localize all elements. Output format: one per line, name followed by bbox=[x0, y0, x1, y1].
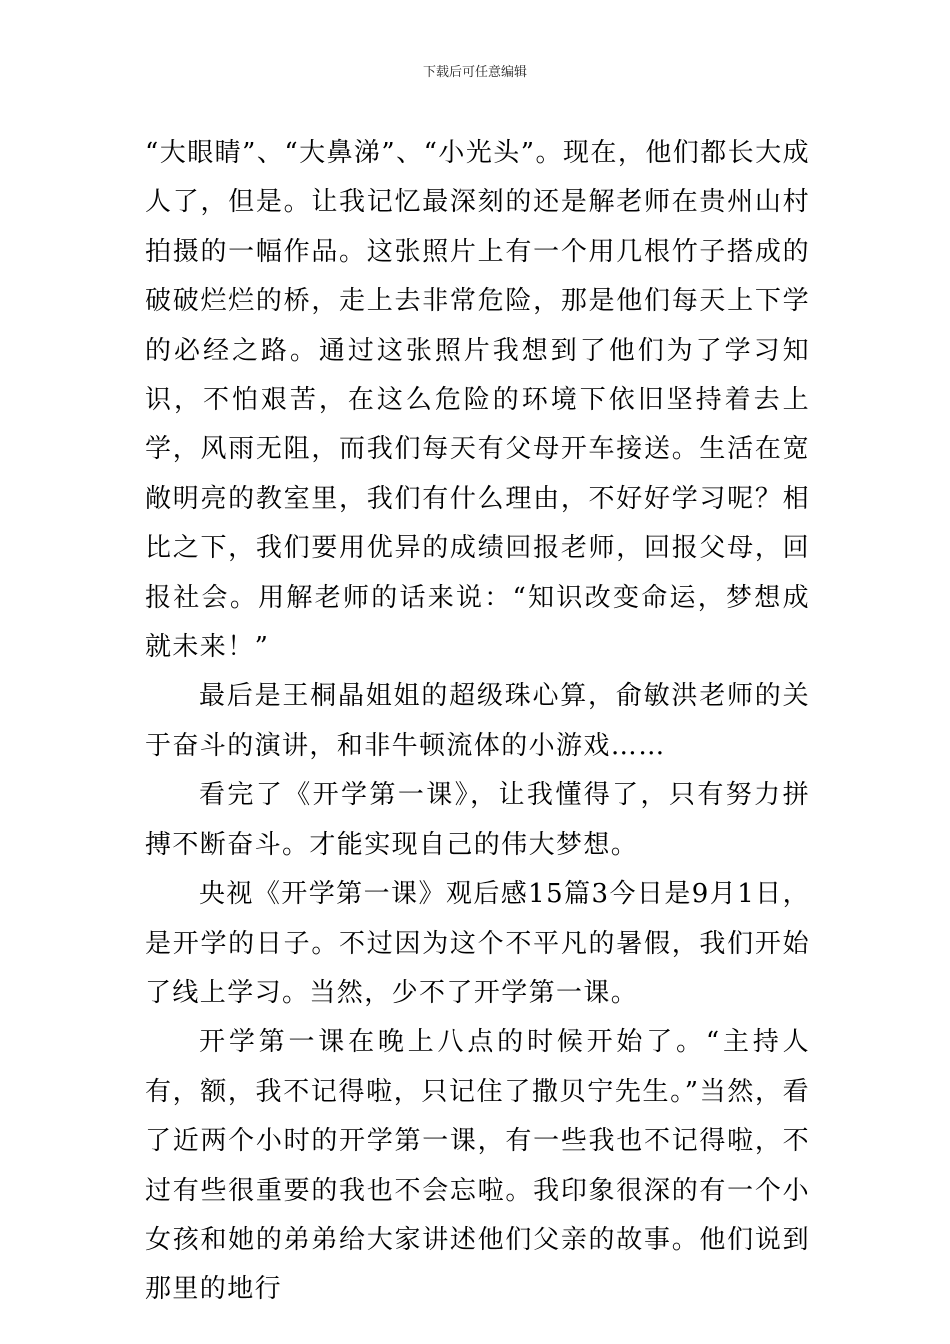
page-header: 下载后可任意编辑 bbox=[422, 65, 527, 80]
paragraph-1: “大眼睛”、“大鼻涕”、“小光头”。现在，他们都长大成人了，但是。让我记忆最深刻的还是解老师在贵州山村拍摄的一幅作品。这张照片上有一个用几根竹子搭成的破破烂烂的桥，走上去非常危险，那是他们每天上下学的必经之路。通过这张照片我想到了他们为了学习知识，不怕艰苦，在这么危险的环境下依旧坚持着去上学，风雨无阻，而我们每天有父母开车接送。生活在宽敞明亮的教室里，我们有什么理由，不好好学习呢？相比之下，我们要用优异的成绩回报老师，回报父母，回报社会。用解老师的话来说：“知识改变命运，梦想成就未来！” bbox=[145, 138, 810, 663]
paragraph-4: 央视《开学第一课》观后感15篇3今日是9月1日，是开学的日子。不过因为这个不平凡的暑假，我们开始了线上学习。当然，少不了开学第一课。 bbox=[145, 879, 810, 1008]
paragraph-2: 最后是王桐晶姐姐的超级珠心算，俞敏洪老师的关于奋斗的演讲，和非牛顿流体的小游戏…… bbox=[145, 681, 810, 761]
paragraph-5: 开学第一课在晚上八点的时候开始了。“主持人有，额，我不记得啦，只记住了撒贝宁先生。”当然，看了近两个小时的开学第一课，有一些我也不记得啦，不过有些很重要的我也不会忘啦。我印象很深的有一个小女孩和她的弟弟给大家讲述他们父亲的故事。他们说到那里的地行 bbox=[145, 1027, 810, 1305]
body-text bbox=[145, 129, 810, 1315]
paragraph-3: 看完了《开学第一课》，让我懂得了，只有努力拼搏不断奋斗。才能实现自己的伟大梦想。 bbox=[145, 780, 810, 860]
